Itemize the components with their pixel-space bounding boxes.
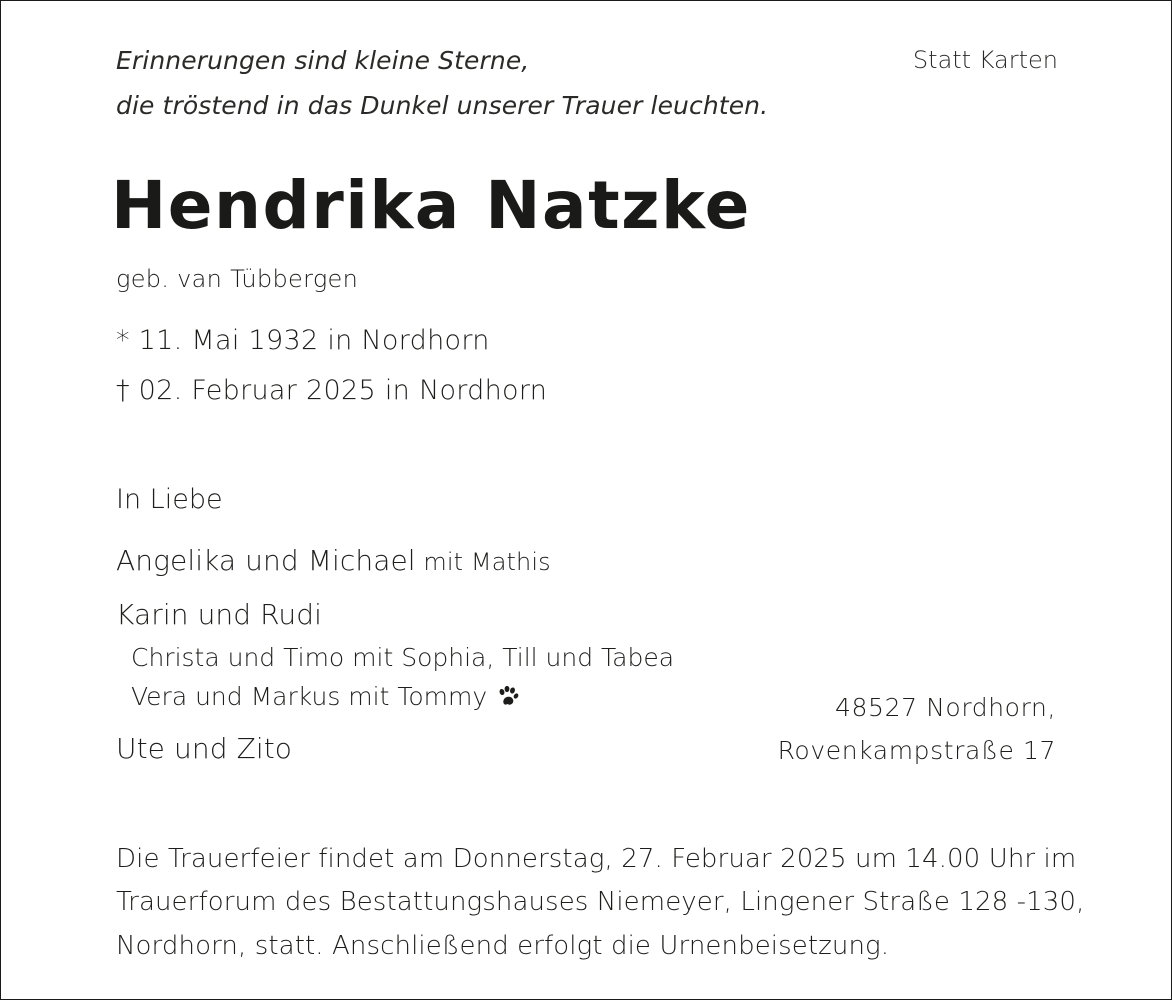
death-date: † 02. Februar 2025 in Nordhorn xyxy=(116,375,548,406)
birth-date: * 11. Mai 1932 in Nordhorn xyxy=(116,325,490,356)
family-line-2-sub-2 xyxy=(131,684,519,711)
deceased-name: Hendrika Natzke xyxy=(111,167,751,244)
header-note: Statt Karten xyxy=(912,46,1058,74)
quote-line-2: die tröstend in das Dunkel unserer Trauer leuchten. xyxy=(116,91,769,120)
family-line-3: Ute und Zito xyxy=(116,732,293,765)
family-line-1 xyxy=(116,544,551,577)
address-line-2: Rovenkampstraße 17 xyxy=(777,736,1056,765)
birth-name: geb. van Tübbergen xyxy=(116,265,359,293)
family-line-2: Karin und Rudi xyxy=(116,598,323,631)
family-line-2-sub-1: Christa und Timo mit Sophia, Till und Tabea xyxy=(131,643,675,672)
family-2-sub-2-text: Vera und Markus mit Tommy xyxy=(131,682,488,711)
mourners-intro: In Liebe xyxy=(116,484,223,515)
service-info-line-2: Trauerforum des Bestattungshauses Niemeyer, Lingener Straße 128 -130, xyxy=(116,887,1085,917)
family-1-extra: mit Mathis xyxy=(415,548,551,576)
paw-print-icon xyxy=(497,685,519,711)
service-info-line-1: Die Trauerfeier findet am Donnerstag, 27. Februar 2025 um 14.00 Uhr im xyxy=(116,844,1077,874)
address-line-1: 48527 Nordhorn, xyxy=(835,693,1056,722)
quote-line-1: Erinnerungen sind kleine Sterne, xyxy=(116,46,530,75)
family-1-names: Angelika und Michael xyxy=(116,544,416,577)
service-info-line-3: Nordhorn, statt. Anschließend erfolgt die Urnenbeisetzung. xyxy=(116,931,890,961)
